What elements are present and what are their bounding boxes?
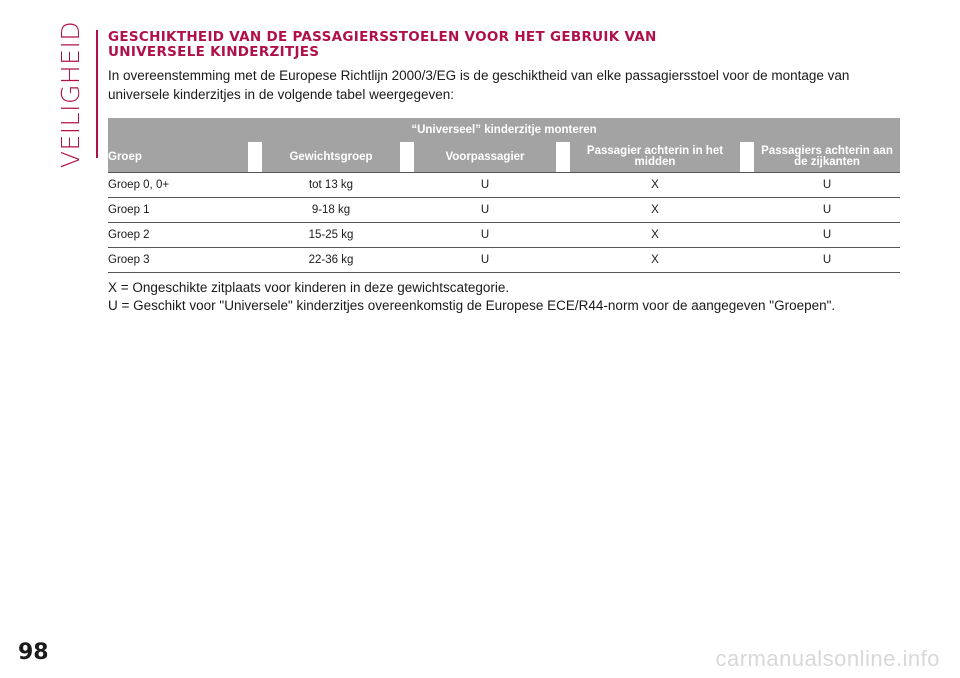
title-line-2: UNIVERSELE KINDERZITJES [108, 44, 320, 60]
main-content [108, 30, 900, 315]
section-label [49, 20, 93, 168]
cell-group: Groep 0, 0+ [108, 173, 248, 198]
child-seat-table [108, 118, 900, 273]
table-header-row [108, 142, 900, 173]
cell-weight: 9-18 kg [262, 198, 400, 223]
section-divider [96, 30, 98, 158]
legend-u: U = Geschikt voor "Universele" kinderzitjes overeenkomstig de Europese ECE/R44-norm voor de aangegeven "Groepen". [108, 298, 836, 313]
cell-front-passenger: U [414, 223, 556, 248]
cell-weight: 15-25 kg [262, 223, 400, 248]
column-separator [556, 142, 570, 173]
title-line-1: GESCHIKTHEID VAN DE PASSAGIERSSTOELEN VOOR HET GEBRUIK VAN [108, 29, 657, 45]
cell-rear-sides: U [754, 223, 900, 248]
cell-rear-sides: U [754, 173, 900, 198]
cell-rear-middle: X [570, 223, 740, 248]
watermark: carmanualsonline.info [715, 646, 940, 671]
section-label-text: VEILIGHEID [56, 20, 86, 168]
cell-rear-middle: X [570, 198, 740, 223]
column-header-weight: Gewichtsgroep [262, 142, 400, 173]
column-separator [248, 142, 262, 173]
column-separator [400, 142, 414, 173]
page-number: 98 [18, 640, 49, 665]
cell-front-passenger: U [414, 173, 556, 198]
column-header-rear-middle: Passagier achterin in het midden [570, 142, 740, 173]
legend-x: X = Ongeschikte zitplaats voor kinderen in deze gewichtscategorie. [108, 280, 510, 295]
column-header-group: Groep [108, 142, 248, 173]
cell-front-passenger: U [414, 198, 556, 223]
cell-rear-middle: X [570, 248, 740, 273]
table-row [108, 223, 900, 248]
cell-weight: 22-36 kg [262, 248, 400, 273]
cell-rear-middle: X [570, 173, 740, 198]
column-header-front-passenger: Voorpassagier [414, 142, 556, 173]
table-legend [108, 279, 900, 315]
cell-group: Groep 3 [108, 248, 248, 273]
cell-group: Groep 1 [108, 198, 248, 223]
cell-group: Groep 2 [108, 223, 248, 248]
section-title [108, 30, 900, 60]
table-row [108, 248, 900, 273]
column-separator [740, 142, 754, 173]
cell-weight: tot 13 kg [262, 173, 400, 198]
table-row [108, 198, 900, 223]
cell-front-passenger: U [414, 248, 556, 273]
column-header-rear-sides: Passagiers achterin aan de zijkanten [754, 142, 900, 173]
cell-rear-sides: U [754, 198, 900, 223]
cell-rear-sides: U [754, 248, 900, 273]
intro-paragraph: In overeenstemming met de Europese Richtlijn 2000/3/EG is de geschiktheid van elke passagiersstoel voor de montage van universele kinderzitjes in de volgende tabel weergegeven: [108, 68, 850, 102]
table-span-header: “Universeel” kinderzitje monteren [108, 118, 900, 142]
table-row [108, 173, 900, 198]
